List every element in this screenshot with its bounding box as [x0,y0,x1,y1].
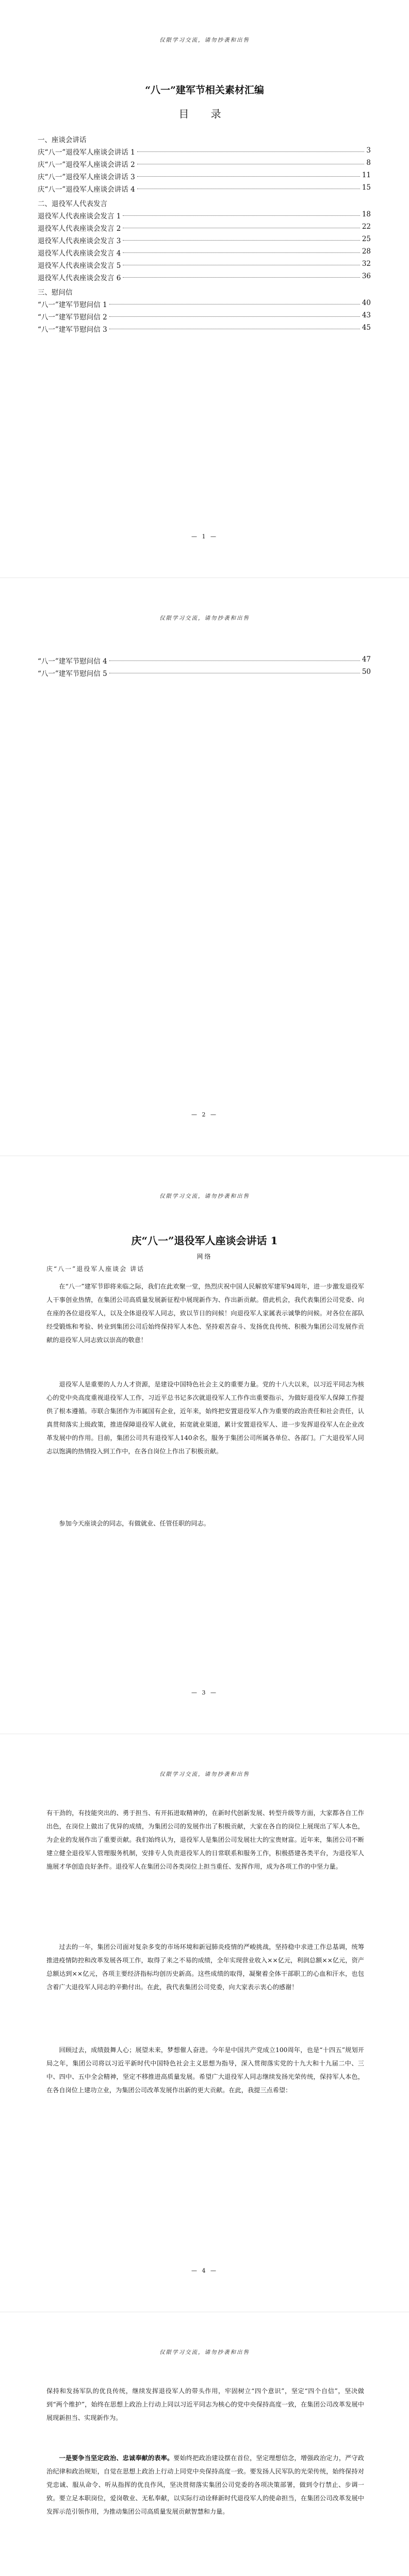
toc-section-veteran-speeches: 二、退役军人代表发言 [38,200,107,208]
toc-entry-title: 退役军人代表座谈会发言 5 [38,262,121,270]
toc-entry-page: 22 [362,223,371,231]
toc-entry-title: “八一”建军节慰问信 5 [38,670,107,678]
toc-entry-title: 庆“八一”退役军人座谈会讲话 3 [38,173,135,181]
document-page-1 [0,0,409,578]
speech-paragraph: 过去的一年，集团公司面对复杂多变的市场环境和新冠肺炎疫情的严峻挑战，坚持稳中求进工作总基调，统筹推进疫情防控和改革发展各项工作，取得了来之不易的成绩，全年实现营业收入××亿元，利润总额××亿元，资产总额达到××亿元，各项主要经济指标均创历史新高。这些成绩的取得，凝聚着全体干部职工的心血和汗水，也包含着广大退役军人同志的辛勤付出。在此，我代表集团公司党委，向大家表示衷心的感谢！ [46,1943,364,1991]
page-number: — 3 — [191,1689,218,1696]
toc-entry-page: 8 [366,159,371,167]
toc-entry-page: 36 [362,272,371,280]
page-number: — 4 — [191,2267,218,2274]
leader-dots [109,316,360,317]
toc-section-letters: 三、慰问信 [38,289,73,297]
toc-entry-title: 退役军人代表座谈会发言 3 [38,237,121,245]
page-header: 仅限学习交流，请勿抄袭和出售 [159,37,250,43]
toc-entry[interactable] [38,159,371,167]
speech-paragraph: 有干劲的，有技能突出的、勇于担当、有开拓进取精神的，在新时代创新发展、转型升级等方面，大家都各自工作出色，在岗位上做出了优异的成绩，为集团公司的发展作出了积极贡献，大家在各自的岗位上展现出了军人本色，为企业的发展作出了重要贡献。我们始终认为，退役军人是集团公司发展壮大的宝贵财富。近年来，集团公司不断建立健全退役军人管理服务机制，安排专人负责退役军人的日常联系和服务工作，积极搭建各类平台，为退役军人施展才华创造良好条件。退役军人在集团公司各类岗位上担当重任、发挥作用，成为各项工作的中坚力量。 [46,1809,364,1870]
speech-paragraph: 参加今天座谈会的同志，有做就业、任管任职的同志。 [59,1520,210,1527]
speech-source: 网络 [197,1253,212,1260]
compilation-title: “八一”建军节相关素材汇编 [145,84,264,96]
toc-entry[interactable] [38,223,371,231]
speech-paragraph: 保持和发扬军队的优良传统，继续发挥退役军人的带头作用，牢固树立“四个意识”，坚定“四个自信”，坚决做到“两个维护”，始终在思想上政治上行动上同以习近平同志为核心的党中央保持高度一致，在集团公司改革发展中展现新担当、实现新作为。 [46,2387,364,2421]
toc-heading: 目 录 [178,108,231,120]
leader-dots [109,660,360,661]
document-page-4 [0,1734,409,2312]
toc-entry-page: 28 [362,247,371,256]
toc-entry-title: 退役军人代表座谈会发言 4 [38,249,121,258]
speech-title: 庆“八一”退役军人座谈会讲话 1 [131,1234,278,1247]
toc-entry[interactable] [38,299,371,307]
page-header: 仅限学习交流，请勿抄袭和出售 [159,1193,250,1199]
page-header: 仅限学习交流，请勿抄袭和出售 [159,2349,250,2355]
toc-entry-title: 庆“八一”退役军人座谈会讲话 4 [38,185,135,194]
toc-entry-page: 47 [362,655,371,664]
toc-entry[interactable] [38,171,371,179]
toc-entry-page: 18 [362,210,371,218]
speech-paragraph: 一是要争当坚定政治、忠诚奉献的表率。要始终把政治建设摆在首位，坚定理想信念，增强政治定力，严守政治纪律和政治规矩，自觉在思想上政治上行动上同党中央保持高度一致。要发扬人民军队的光荣传统，始终保持对党忠诚、服从命令、听从指挥的优良作风，坚决贯彻落实集团公司党委的各项决策部署，做到令行禁止、步调一致。要立足本职岗位，爱岗敬业、无私奉献，以实际行动诠释新时代退役军人的使命担当，在集团公司改革发展中发挥示范引领作用，为推动集团公司高质量发展贡献智慧和力量。 [46,2454,364,2515]
toc-entry-title: “八一”建军节慰问信 3 [38,326,107,334]
toc-entry[interactable] [38,183,371,192]
document-page-2 [0,578,409,1156]
toc-entry-title: 退役军人代表座谈会发言 6 [38,274,121,282]
toc-entry[interactable] [38,146,371,155]
page-header: 仅限学习交流，请勿抄袭和出售 [159,615,250,621]
page-number: — 1 — [191,533,218,540]
speech-paragraph: 回顾过去，成绩鼓舞人心；展望未来，梦想催人奋进。今年是中国共产党成立100周年，也是“十四五”规划开局之年，集团公司将以习近平新时代中国特色社会主义思想为指导，深入贯彻落实党的十九大和十九届二中、三中、四中、五中全会精神，坚定不移推进高质量发展。希望广大退役军人同志继续发扬光荣传统，保持军人本色，在各自岗位上建功立业，为集团公司改革发展作出新的更大贡献。在此，我提三点希望： [46,2046,364,2094]
leader-dots [123,215,360,216]
toc-entry-page: 3 [366,146,371,155]
toc-entry-page: 15 [362,183,371,192]
toc-entry-title: “八一”建军节慰问信 4 [38,657,107,666]
speech-paragraph: 在“八一”建军节即将来临之际，我们在此欢聚一堂，热烈庆祝中国人民解放军建军94周年，进一步激发退役军人干事创业热情，在集团公司高质量发展新征程中展现新作为、作出新贡献。借此机会，我代表集团公司党委、向在座的各位退役军人，以及全体退役军人同志，致以节日的问候！向退役军人家属表示诚挚的问候。对各位在部队经受锻炼和考验、转业到集团公司后始终保持军人本色、坚持艰苦奋斗、发扬优良传统、积极为集团公司发展作贡献的退役军人同志致以崇高的敬意！ [46,1283,364,1344]
toc-entry[interactable] [38,235,371,243]
document-page-3 [0,1156,409,1734]
toc-entry-title: 庆“八一”退役军人座谈会讲话 1 [38,148,135,157]
toc-entry-page: 32 [362,260,371,268]
paragraph-lead: 一是要争当坚定政治、忠诚奉献的表率。 [59,2454,174,2462]
toc-entry-title: “八一”建军节慰问信 1 [38,301,107,309]
speech-subtitle: 庆“八一”退役军人座谈会 讲话 [46,1265,145,1273]
toc-entry-page: 40 [362,299,371,307]
toc-entry-page: 11 [362,171,371,179]
toc-entry[interactable] [38,324,371,332]
toc-entry[interactable] [38,668,371,676]
leader-dots [123,240,360,241]
toc-section-speeches: 一、座谈会讲话 [38,136,87,144]
toc-entry-title: 庆“八一”退役军人座谈会讲话 2 [38,161,135,169]
toc-entry[interactable] [38,655,371,664]
leader-dots [137,176,360,177]
leader-dots [123,252,360,253]
toc-entry-title: 退役军人代表座谈会发言 1 [38,212,121,221]
speech-paragraph: 退役军人是重要的人力人才资源，是建设中国特色社会主义的重要力量。党的十八大以来，以习近平同志为核心的党中央高度重视退役军人工作，习近平总书记多次就退役军人工作作出重要指示，为做好退役军人保障工作提供了根本遵循。市联合集团作为市属国有企业，近年来，始终把安置退役军人作为重要的政治责任和社会责任，认真贯彻落实上级政策，推进保障退役军人就业，拓宽就业渠道，累计安置退役军人、进一步发挥退役军人在企业改革发展中的作用。目前，集团公司共有退役军人140余名，服务于集团公司所属各单位、各部门。广大退役军人同志以饱满的热情投入到工作中，在各自岗位上作出了积极贡献。 [46,1381,364,1455]
document-page-5 [0,2312,409,2576]
toc-entry-page: 45 [362,324,371,332]
toc-entry[interactable] [38,311,371,319]
toc-entry-page: 43 [362,311,371,319]
toc-entry[interactable] [38,260,371,268]
toc-entry[interactable] [38,210,371,221]
page-header: 仅限学习交流，请勿抄袭和出售 [159,1771,250,1777]
page-number: — 2 — [191,1111,218,1118]
leader-dots [123,277,360,278]
leader-dots [137,151,364,152]
toc-entry[interactable] [38,247,371,256]
toc-entry-page: 50 [362,668,371,676]
toc-entry-page: 25 [362,235,371,243]
toc-entry[interactable] [38,272,371,280]
toc-entry-title: 退役军人代表座谈会发言 2 [38,225,121,233]
toc-entry-title: “八一”建军节慰问信 2 [38,313,107,321]
